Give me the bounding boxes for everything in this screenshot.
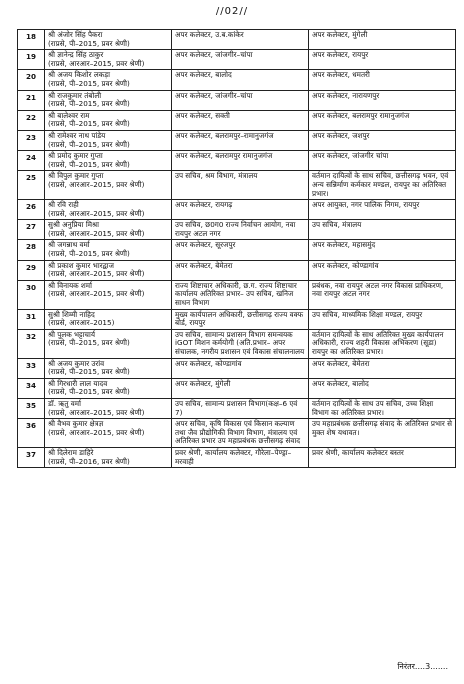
officer-cell (45, 171, 172, 200)
current-posting: अपर कलेक्टर, सक्ती (172, 110, 309, 130)
serial-number: 36 (18, 419, 45, 448)
officer-name: श्री अजय कुमार उरांव (48, 358, 105, 368)
new-posting: वर्तमान दायित्वों के साथ सचिव, छत्तीसगढ़ भवन, एवं अन्य सन्निर्माण कर्मकार मण्डल, रायपुर का अतिरिक्त प्रभार। (309, 171, 456, 200)
new-posting: उप सचिव, माध्यमिक शिक्षा मण्डल, रायपुर (309, 309, 456, 329)
officer-cell (45, 90, 172, 110)
officer-service: (राप्रसे, पी–2015, प्रवर श्रेणी) (48, 78, 130, 88)
new-posting: प्रबंधक, नवा रायपुर अटल नगर विकास प्राधिकरण, नवा रायपुर अटल नगर (309, 280, 456, 309)
current-posting: अपर कलेक्टर, कोण्डागांव (172, 358, 309, 378)
officer-name: श्री ज्ञानेन्द्र सिंह ठाकुर (48, 50, 104, 60)
current-posting: अपर सचिव, कृषि विकास एवं किसान कल्याण तथा जैव प्रौद्योगिकी विभाग विभाग, मंत्रालय एवं अतिरिक्त प्रभार उप महाप्रबंधक छत्तीसगढ़ संवाद (172, 419, 309, 448)
new-posting: अपर कलेक्टर, धमतरी (309, 70, 456, 90)
serial-number: 18 (18, 30, 45, 50)
officer-cell (45, 378, 172, 398)
officer-service: (राप्रसे, आरआर–2015, प्रवर श्रेणी) (48, 58, 145, 68)
officer-name: श्री अजय किशोर लकड़ा (48, 70, 110, 80)
officer-cell (45, 151, 172, 171)
current-posting: अपर कलेक्टर, जांजगीर–चांपा (172, 50, 309, 70)
officer-service: (राप्रसे, आरआर–2015, प्रवर श्रेणी) (48, 179, 145, 189)
officer-cell (45, 200, 172, 220)
table-row (18, 30, 456, 50)
table-row (18, 151, 456, 171)
current-posting: उप सचिव, छ0ग0 राज्य निर्वाचन आयोग, नवा रायपुर अटल नगर (172, 220, 309, 240)
serial-number: 30 (18, 280, 45, 309)
current-posting: अपर कलेक्टर, बलरामपुर रामानुजगंज (172, 151, 309, 171)
current-posting: अपर कलेक्टर, रायगढ़ (172, 200, 309, 220)
officer-service: (राप्रसे, आरआर–2015) (48, 318, 115, 328)
officer-service: (राप्रसे, पी–2015, प्रवर श्रेणी) (48, 249, 130, 259)
current-posting: अपर कलेक्टर, मुंगेली (172, 378, 309, 398)
officer-cell (45, 260, 172, 280)
current-posting: उप सचिव, श्रम विभाग, मंत्रालय (172, 171, 309, 200)
officer-service: (राप्रसे, पी–2015, प्रवर श्रेणी) (48, 367, 130, 377)
table-row (18, 50, 456, 70)
table-row (18, 378, 456, 398)
officer-cell (45, 309, 172, 329)
officer-name: श्री पुलक भट्टाचार्य (48, 329, 96, 339)
current-posting: प्रवर श्रेणी, कार्यालय कलेक्टर, गौरेला–पेण्ड्रा–मरवाही (172, 447, 309, 467)
serial-number: 35 (18, 398, 45, 418)
new-posting: अपर कलेक्टर, रायपुर (309, 50, 456, 70)
officer-name: सुश्री अनुप्रिया मिश्रा (48, 220, 99, 230)
officer-service: (राप्रसे, पी–2015, प्रवर श्रेणी) (48, 159, 130, 169)
table-row (18, 419, 456, 448)
officer-service: (राप्रसे, आरआर–2015, प्रवर श्रेणी) (48, 208, 145, 218)
table-row (18, 447, 456, 467)
table-row (18, 220, 456, 240)
table-row (18, 240, 456, 260)
transfer-table (17, 29, 456, 468)
officer-cell (45, 70, 172, 90)
officer-cell (45, 280, 172, 309)
officer-cell (45, 329, 172, 358)
new-posting: अपर कलेक्टर, बालोद (309, 378, 456, 398)
officer-cell (45, 447, 172, 467)
serial-number: 33 (18, 358, 45, 378)
current-posting: उप सचिव, सामान्य प्रशासन विभाग समन्वयक iGOT मिशन कर्मयोगी (अति.प्रभार– अपर संचालक, नगरीय प्रशासन एवं विकास संचालनालय (172, 329, 309, 358)
continuation-note: निरंतर....3....... (397, 662, 448, 671)
officer-name: श्री अंजोर सिंह पैकरा (48, 30, 103, 39)
table-row (18, 130, 456, 150)
current-posting: अपर कलेक्टर, बालोद (172, 70, 309, 90)
officer-service: (राप्रसे, पी–2015, प्रवर श्रेणी) (48, 99, 130, 109)
current-posting: मुख्य कार्यपालन अधिकारी, छत्तीसगढ़ राज्य वक्फ बोर्ड, रायपुर (172, 309, 309, 329)
current-posting: अपर कलेक्टर, उ.ब.कांकेर (172, 30, 309, 50)
officer-service: (राप्रसे, पी–2016, प्रवर श्रेणी) (48, 456, 130, 466)
officer-service: (राप्रसे, पी–2015, प्रवर श्रेणी) (48, 38, 130, 48)
table-row (18, 280, 456, 309)
page-number: //02// (215, 6, 249, 17)
table-row (18, 309, 456, 329)
new-posting: अपर कलेक्टर, महासमुंद (309, 240, 456, 260)
officer-cell (45, 50, 172, 70)
current-posting: उप सचिव, सामान्य प्रशासन विभाग(कक्ष–6 एवं 7) (172, 398, 309, 418)
current-posting: अपर कलेक्टर, सूरजपुर (172, 240, 309, 260)
serial-number: 29 (18, 260, 45, 280)
serial-number: 21 (18, 90, 45, 110)
officer-service: (राप्रसे, पी–2015, प्रवर श्रेणी) (48, 387, 130, 397)
serial-number: 32 (18, 329, 45, 358)
table-row (18, 329, 456, 358)
officer-cell (45, 398, 172, 418)
new-posting: अपर कलेक्टर, बेमेतरा (309, 358, 456, 378)
officer-name: श्री जगन्नाथ वर्मा (48, 240, 90, 250)
officer-name: श्री प्रमोद कुमार गुप्ता (48, 151, 103, 161)
officer-name: सुश्री शिम्मी नाहिद (48, 309, 95, 319)
serial-number: 23 (18, 130, 45, 150)
officer-name: श्री रामेश्वर नाथ पांडेय (48, 130, 106, 140)
serial-number: 26 (18, 200, 45, 220)
officer-cell (45, 240, 172, 260)
officer-cell (45, 419, 172, 448)
serial-number: 34 (18, 378, 45, 398)
officer-name: श्री राजकुमार तंबोली (48, 90, 102, 100)
officer-name: श्री दिलेराम डाहिरे (48, 447, 94, 457)
current-posting: अपर कलेक्टर, बेमेतरा (172, 260, 309, 280)
new-posting: अपर कलेक्टर, जांजगीर चांपा (309, 151, 456, 171)
officer-service: (राप्रसे, पी–2015, प्रवर श्रेणी) (48, 119, 130, 129)
table-row (18, 358, 456, 378)
officer-cell (45, 220, 172, 240)
new-posting: वर्तमान दायित्वों के साथ उप सचिव, उच्च शिक्षा विभाग का अतिरिक्त प्रभार। (309, 398, 456, 418)
table-row (18, 90, 456, 110)
officer-name: श्री विपुल कुमार गुप्ता (48, 171, 104, 181)
officer-service: (राप्रसे, पी–2015, प्रवर श्रेणी) (48, 338, 130, 348)
officer-cell (45, 30, 172, 50)
new-posting: अपर आयुक्त, नगर पालिक निगम, रायपुर (309, 200, 456, 220)
officer-name: श्री विनायक शर्मा (48, 280, 92, 290)
officer-service: (राप्रसे, आरआर–2015, प्रवर श्रेणी) (48, 289, 145, 299)
table-row (18, 200, 456, 220)
officer-cell (45, 358, 172, 378)
officer-name: श्री गिरधारी लाल यादव (48, 378, 108, 388)
officer-name: श्री रवि राही (48, 200, 79, 210)
officer-service: (राप्रसे, पी–2015, प्रवर श्रेणी) (48, 139, 130, 149)
officer-name: श्री बालेश्वर राम (48, 110, 90, 120)
serial-number: 25 (18, 171, 45, 200)
serial-number: 28 (18, 240, 45, 260)
new-posting: अपर कलेक्टर, कोण्डागांव (309, 260, 456, 280)
table-row (18, 171, 456, 200)
serial-number: 27 (18, 220, 45, 240)
serial-number: 19 (18, 50, 45, 70)
new-posting: अपर कलेक्टर, बलरामपुर रामानुजगंज (309, 110, 456, 130)
new-posting: उप सचिव, मंत्रालय (309, 220, 456, 240)
officer-service: (राप्रसे, आरआर–2015, प्रवर श्रेणी) (48, 228, 145, 238)
table-row (18, 110, 456, 130)
officer-service: (राप्रसे, आरआर–2015, प्रवर श्रेणी) (48, 427, 145, 437)
officer-cell (45, 110, 172, 130)
current-posting: अपर कलेक्टर, बलरामपुर–रामानुजगंज (172, 130, 309, 150)
officer-name: श्री प्रकाश कुमार भारद्वाज (48, 260, 114, 270)
new-posting: अपर कलेक्टर, मुंगेली (309, 30, 456, 50)
serial-number: 20 (18, 70, 45, 90)
officer-service: (राप्रसे, आरआर–2015, प्रवर श्रेणी) (48, 407, 145, 417)
new-posting: अपर कलेक्टर, नारायणपुर (309, 90, 456, 110)
serial-number: 31 (18, 309, 45, 329)
officer-service: (राप्रसे, आरआर–2015, प्रवर श्रेणी) (48, 269, 145, 279)
table-row (18, 260, 456, 280)
new-posting: अपर कलेक्टर, जशपुर (309, 130, 456, 150)
serial-number: 37 (18, 447, 45, 467)
table-row (18, 70, 456, 90)
new-posting: प्रवर श्रेणी, कार्यालय कलेक्टर बस्तर (309, 447, 456, 467)
officer-cell (45, 130, 172, 150)
serial-number: 22 (18, 110, 45, 130)
officer-name: श्री वैभव कुमार क्षेत्रज्ञ (48, 419, 104, 429)
current-posting: अपर कलेक्टर, जांजगीर–चांपा (172, 90, 309, 110)
serial-number: 24 (18, 151, 45, 171)
table-row (18, 398, 456, 418)
new-posting: वर्तमान दायित्वों के साथ अतिरिक्त मुख्य कार्यपालन अधिकारी, राज्य शहरी विकास अभिकरण (सूडा) रायपुर का अतिरिक्त प्रभार। (309, 329, 456, 358)
new-posting: उप महाप्रबंधक छत्तीसगढ़ संवाद के अतिरिक्त प्रभार से मुक्त शेष यथावत। (309, 419, 456, 448)
officer-name: डॉ. ऋतु वर्मा (48, 398, 81, 408)
current-posting: राज्य शिष्टाचार अधिकारी, छ.ग. राज्य शिष्टाचार कार्यालय अतिरिक्त प्रभार– उप सचिव, खनिज साधन विभाग (172, 280, 309, 309)
